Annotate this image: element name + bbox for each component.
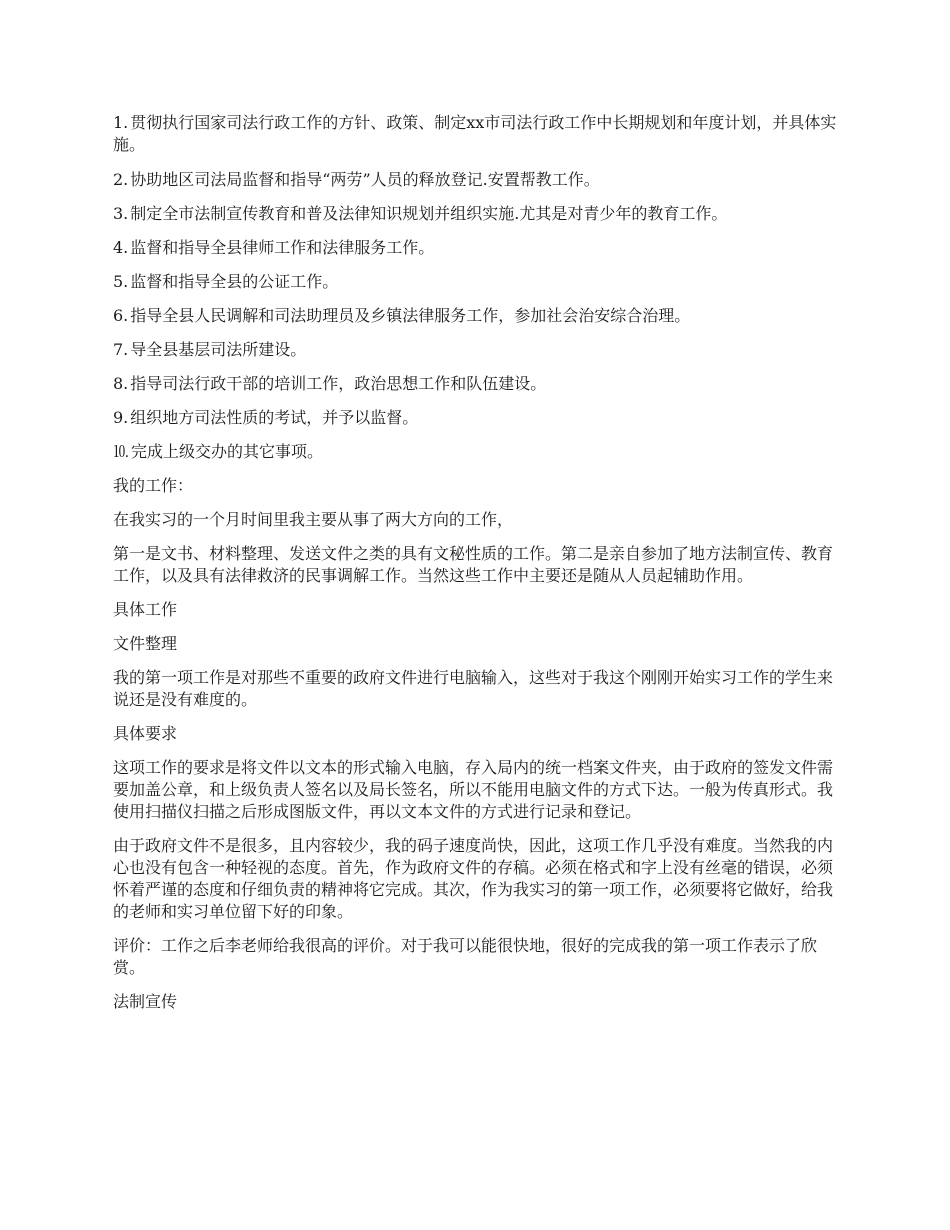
- overview-paragraph: 第一是文书、材料整理、发送文件之类的具有文秘性质的工作。第二是亲自参加了地方法制宣传、教育工作，以及具有法律救济的民事调解工作。当然这些工作中主要还是随从人员起辅助作用。: [113, 544, 834, 585]
- duty-number: 1.: [113, 113, 129, 132]
- duty-number: 8.: [113, 374, 129, 393]
- duty-number: 6.: [113, 306, 129, 325]
- intro-paragraph: 在我实习的一个月时间里我主要从事了两大方向的工作，: [113, 510, 514, 529]
- duty-number: 3.: [113, 204, 129, 223]
- duty-item-3: [113, 203, 843, 225]
- duty-text: 协助地区司法局监督和指导“两劳”人员的释放登记.安置帮教工作。: [130, 170, 600, 189]
- duty-text: 完成上级交办的其它事项。: [131, 442, 324, 461]
- requirements-heading: 具体要求: [113, 724, 178, 743]
- duty-text: 指导司法行政干部的培训工作，政治思想工作和队伍建设。: [130, 374, 547, 393]
- duty-item-1: [113, 112, 843, 156]
- duty-text: 制定全市法制宣传教育和普及法律知识规划并组织实施.尤其是对青少年的教育工作。: [130, 204, 728, 223]
- duty-item-4: [113, 237, 843, 259]
- duty-item-9: [113, 407, 843, 429]
- duty-text: 监督和指导全县的公证工作。: [130, 272, 339, 291]
- my-work-heading: 我的工作：: [113, 476, 194, 495]
- document-body: [113, 112, 843, 1025]
- duty-number: ⒑: [113, 442, 130, 461]
- duty-number: 7.: [113, 340, 129, 359]
- reflection-paragraph: 由于政府文件不是很多，且内容较少，我的码子速度尚快，因此，这项工作几乎没有难度。当然我的内心也没有包含一种轻视的态度。首先，作为政府文件的存稿。必须在格式和字上没有丝毫的错误，必须怀着严谨的态度和仔细负责的精神将它完成。其次，作为我实习的第一项工作，必须要将它做好，给我的老师和实习单位留下好的印象。: [113, 836, 834, 921]
- duty-text: 导全县基层司法所建设。: [130, 340, 307, 359]
- duty-item-2: [113, 169, 843, 191]
- duty-text: 贯彻执行国家司法行政工作的方针、政策、制定xx市司法行政工作中长期规划和年度计划，并具体实施。: [113, 113, 837, 154]
- duty-number: 5.: [113, 272, 129, 291]
- specific-work-heading: 具体工作: [113, 600, 178, 619]
- file-organizing-heading: 文件整理: [113, 634, 178, 653]
- file-organizing-paragraph: 我的第一项工作是对那些不重要的政府文件进行电脑输入，这些对于我这个刚刚开始实习工作的学生来说还是没有难度的。: [113, 668, 834, 709]
- duty-number: 9.: [113, 408, 129, 427]
- requirements-paragraph: 这项工作的要求是将文件以文本的形式输入电脑，存入局内的统一档案文件夹，由于政府的签发文件需要加盖公章，和上级负责人签名以及局长签名，所以不能用电脑文件的方式下达。一般为传真形式。我使用扫描仪扫描之后形成图版文件，再以文本文件的方式进行记录和登记。: [113, 758, 834, 821]
- duty-text: 指导全县人民调解和司法助理员及乡镇法律服务工作，参加社会治安综合治理。: [130, 306, 691, 325]
- evaluation-paragraph: 评价：工作之后李老师给我很高的评价。对于我可以能很快地，很好的完成我的第一项工作表示了欣赏。: [113, 936, 818, 977]
- duty-item-6: [113, 305, 843, 327]
- duty-item-7: [113, 339, 843, 361]
- duty-number: 4.: [113, 238, 129, 257]
- duty-item-10: [113, 441, 843, 463]
- duty-text: 监督和指导全县律师工作和法律服务工作。: [130, 238, 435, 257]
- duty-item-8: [113, 373, 843, 395]
- duty-number: 2.: [113, 170, 129, 189]
- duty-text: 组织地方司法性质的考试，并予以监督。: [130, 408, 419, 427]
- duty-item-5: [113, 271, 843, 293]
- legal-publicity-heading: 法制宣传: [113, 992, 178, 1011]
